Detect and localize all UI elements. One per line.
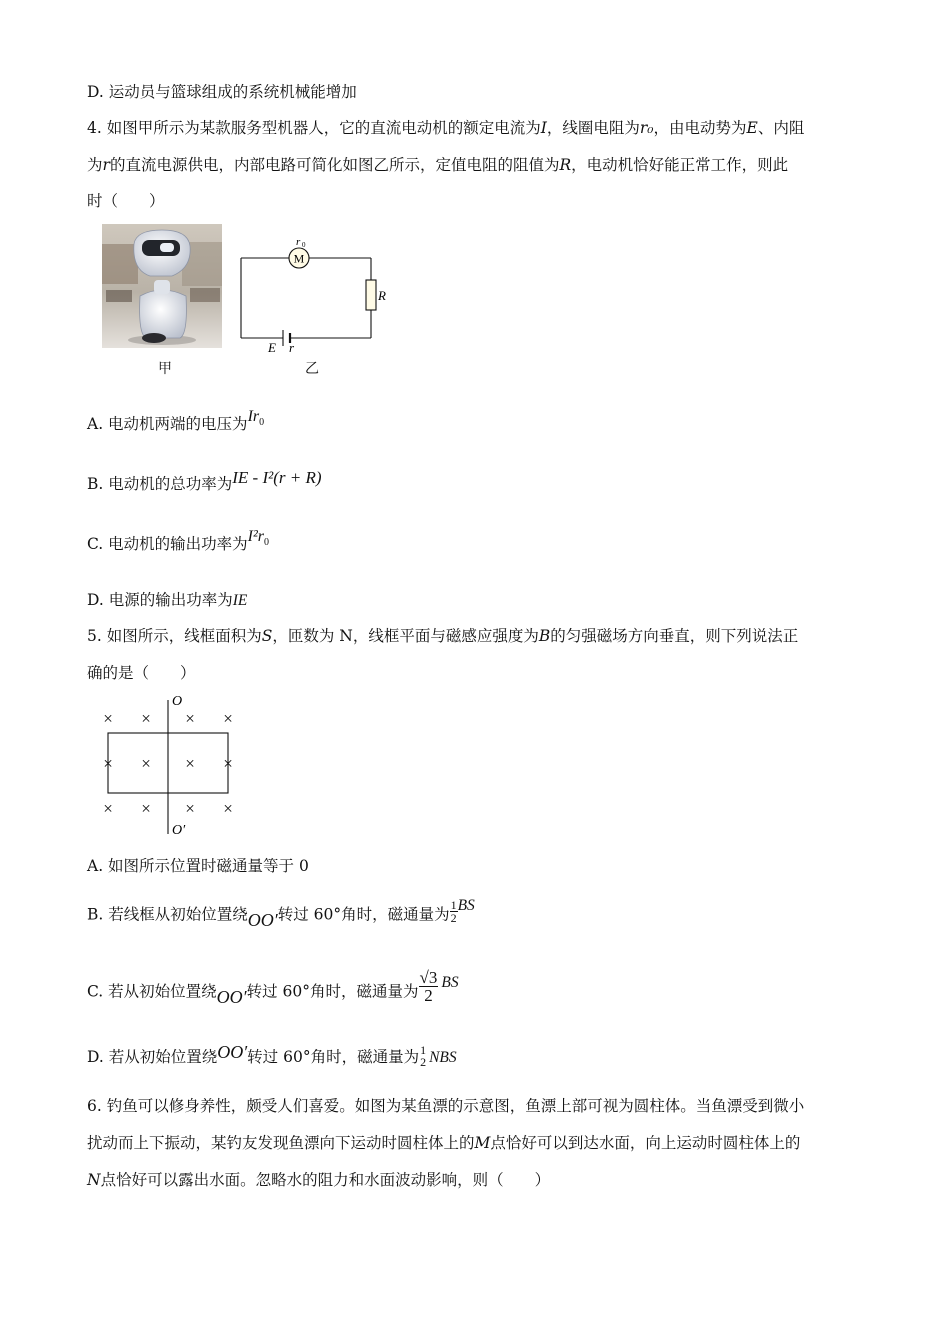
q4-option-d: D. 电源的输出功率为IE [87,591,248,609]
field-cross-mark: × [185,754,195,773]
field-cross-mark: × [223,799,233,818]
field-cross-mark: × [103,709,113,728]
axis-label-o-prime: O′ [172,823,186,838]
q5-option-a: A. 如图所示位置时磁通量等于 0 [87,857,309,875]
field-cross-mark: × [223,754,233,773]
q3-option-d: D. 运动员与篮球组成的系统机械能增加 [87,83,357,101]
resistor-symbol [366,280,376,310]
motor-label: M [293,251,305,266]
q5-stem-line-2: 确的是（ ） [87,664,196,682]
q6-stem-line-3: N点恰好可以露出水面。忽略水的阻力和水面波动影响，则（ ） [87,1171,551,1189]
field-cross-mark: × [223,709,233,728]
field-cross-mark: × [141,754,151,773]
q4-stem-line-3: 时（ ） [87,192,165,210]
q5-stem-line-1: 5. 如图所示，线框面积为S，匝数为 N，线框平面与磁感应强度为B的匀强磁场方向垂直，则下列说法正 [87,627,799,645]
field-cross-mark: × [185,799,195,818]
caption-jia: 甲 [158,361,172,377]
field-cross-mark: × [185,709,195,728]
emf-label: E [268,340,276,355]
q4-option-c: C. 电动机的输出功率为$I^2r_0$ [87,528,270,553]
r0-label: r [296,236,301,248]
caption-yi: 乙 [305,361,319,377]
magnetic-field-diagram [92,690,252,842]
q4-stem-line-1: 4. 如图甲所示为某款服务型机器人，它的直流电动机的额定电流为I，线圈电阻为r₀，由电动势为E、内阻 [87,119,805,137]
axis-label-o: O [172,694,183,709]
q5-option-d: D. 若从初始位置绕OO′转过 60°角时，磁通量为 1 2 NBS [87,1042,457,1069]
field-cross-mark: × [103,799,113,818]
internal-resistance-label: r [289,340,295,355]
r0-sub: 0 [302,241,306,249]
q6-stem-line-1: 6. 钓鱼可以修身养性，颇受人们喜爱。如图为某鱼漂的示意图，鱼漂上部可视为圆柱体。当鱼漂受到微小 [87,1097,805,1115]
field-cross-mark: × [103,754,113,773]
q4-stem-line-2: 为r的直流电源供电，内部电路可简化如图乙所示，定值电阻的阻值为R，电动机恰好能正常工作，则此 [87,156,789,174]
q6-stem-line-2: 扰动而上下振动，某钓友发现鱼漂向下运动时圆柱体上的M点恰好可以到达水面，向上运动时圆柱体上的 [87,1134,801,1152]
q4-option-b: B. 电动机的总功率为IE - I²(r + R) [87,468,322,493]
field-cross-mark: × [141,709,151,728]
q5-option-c: C. 若从初始位置绕OO′转过 60°角时，磁通量为 $\frac{√3}{2}$ BS [87,968,459,1007]
q4-option-a: A. 电动机两端的电压为$Ir_0$ [87,408,265,433]
field-cross-mark: × [141,799,151,818]
resistor-label: R [378,288,386,303]
q5-option-b: B. 若线框从初始位置绕OO′转过 60°角时，磁通量为 $\frac{1}{2}$ BS [87,896,475,930]
circuit-diagram [236,232,386,356]
robot-photo [102,224,222,348]
